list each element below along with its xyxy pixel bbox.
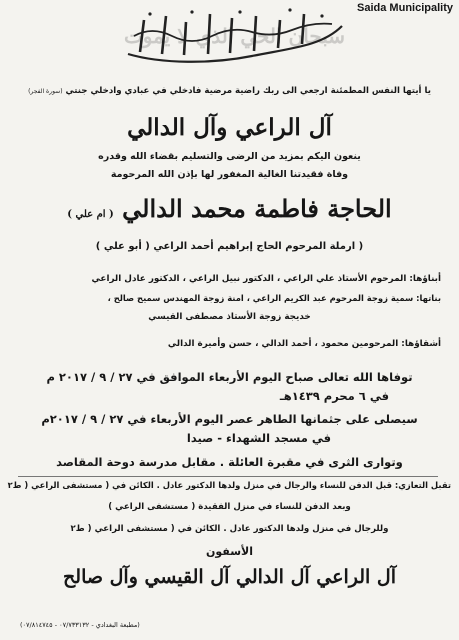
calligraphy-text: سبحان الحي الذي لا يموت	[123, 24, 346, 48]
death-line-2: في ٦ محرم ١٤٣٩هـ	[279, 389, 389, 403]
deceased-name-line	[0, 194, 459, 223]
prayer-line-1: سيصلى على جثمانها الطاهر عصر اليوم الأربعاء في ٢٧ / ٩ / ٢٠١٧م	[41, 412, 418, 426]
daughters-line-1: بناتها: سمية زوجة المرحوم عبد الكريم الراعي ، امنة زوجة المهندس سميح صالح ،	[107, 293, 441, 303]
deceased-name: الحاجة فاطمة محمد الدالي	[122, 194, 392, 223]
mourners-label: الأسفون	[206, 545, 253, 558]
families-heading: آل الراعي وآل الدالي	[127, 114, 332, 141]
condolences-line-2: وبعد الدفن للنساء في منزل الفقيدة ( مستشفى الراعي )	[108, 502, 351, 512]
divider	[18, 476, 438, 477]
sons-line: أبناؤها: المرحوم الأستاذ علي الراعي ، الدكتور نبيل الراعي ، الدكتور عادل الراعي	[91, 274, 441, 284]
widow-of-line: ( ارملة المرحوم الحاج إبراهيم أحمد الراعي ( أبو علي )	[95, 241, 364, 252]
municipality-label: Saida Municipality	[357, 2, 453, 14]
header-calligraphy	[122, 6, 347, 68]
deceased-kunya: ( ام علي )	[67, 209, 114, 220]
announcement-line-2: وفاة فقيدتنا الغالية المغفور لها بإذن الله المرحومة	[110, 169, 349, 180]
death-line-1: توفاها الله تعالى صباح اليوم الأربعاء الموافق في ٢٧ / ٩ / ٢٠١٧ م	[46, 370, 413, 384]
verse-text: يا أيتها النفس المطمئنة ارجعي الى ربك راضية مرضية فادخلي في عبادي وادخلي جنتي	[65, 86, 431, 96]
prayer-line-2: في مسجد الشهداء - صيدا	[186, 431, 331, 445]
families-footer: آل الراعي آل الدالي آل القيسي وآل صالح	[63, 566, 396, 588]
burial-line: وتوارى الثرى في مقبرة العائلة . مقابل مدرسة دوحة المقاصد	[56, 455, 403, 469]
condolences-line-1: تقبل التعازي: قبل الدفن للنساء والرجال في منزل ولدها الدكتور عادل . الكائن في ( مستشفى الراعي ( ط٢	[7, 480, 451, 490]
verse-line	[0, 86, 459, 96]
condolences-line-3: وللرجال في منزل ولدها الدكتور عادل . الكائن في ( مستشفى الراعي ( ط٢	[70, 524, 389, 534]
printer-credit: (مطبعة البغدادي - ٠٧/٧٣٣١٣٢ - ٠٧/٨١٤٧٤٥)	[20, 621, 140, 629]
announcement-line-1: ينعون اليكم بمزيد من الرضى والتسليم بقضاء الله وقدره	[98, 151, 361, 162]
daughters-line-2: خديجة زوجة الأستاذ مصطفى القيسي	[148, 312, 311, 322]
siblings-line: أشقاؤها: المرحومين محمود ، أحمد الدالي ، حسن وأميرة الدالي	[167, 339, 441, 349]
verse-reference: (سورة الفجر)	[28, 88, 63, 95]
